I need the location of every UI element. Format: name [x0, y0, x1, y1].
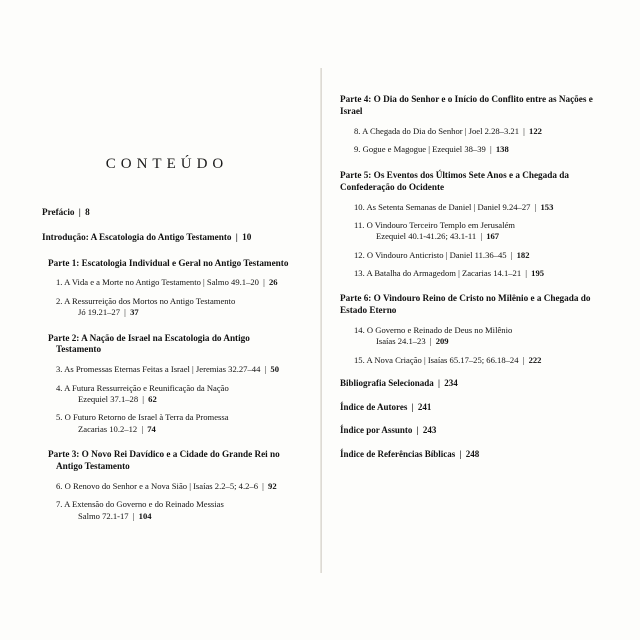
toc-page-number: 122 [529, 125, 542, 136]
toc-chapter-number: 1. [56, 277, 63, 288]
toc-chapter-entry [340, 250, 616, 261]
toc-entry-label: O Vindouro Terceiro Templo em Jerusalém [366, 219, 515, 230]
toc-entry-label: O Vindouro Anticristo | Daniel 11.36–45 [366, 249, 507, 260]
toc-entry-label: A Nova Criação | Isaías 65.17–25; 66.18–24 [366, 354, 519, 365]
toc-entry-reference [64, 394, 292, 405]
toc-separator: | [478, 231, 485, 242]
toc-entry-label: A Chegada do Dia do Senhor | Joel 2.28–3.21 [362, 125, 520, 136]
toc-entry-reference [64, 424, 292, 435]
toc-entry-label: Introdução: A Escatologia do Antigo Testamento [42, 231, 232, 242]
toc-separator: | [409, 401, 416, 412]
toc-page-number: 10 [242, 231, 252, 242]
toc-page-number: 37 [130, 307, 139, 318]
toc-entry-label: As Setenta Semanas de Daniel | Daniel 9.24–27 [366, 201, 531, 212]
toc-separator: | [414, 425, 421, 436]
toc-entry-label: O Futuro Retorno de Israel à Terra da Promessa [64, 412, 229, 423]
toc-entry-reference-text: Salmo 72.1-17 [78, 510, 129, 521]
toc-entry-label: Gogue e Magogue | Ezequiel 38–39 [362, 144, 486, 155]
toc-chapter-entry [340, 144, 616, 155]
page-gutter [320, 68, 322, 573]
toc-separator: | [520, 354, 527, 365]
toc-separator: | [508, 249, 515, 260]
toc-chapter-number: 13. [354, 267, 365, 278]
toc-chapter-entry [340, 325, 616, 348]
contents-list-left [42, 207, 292, 522]
toc-separator: | [260, 481, 267, 492]
toc-chapter-number: 5. [56, 412, 63, 423]
toc-part-heading [42, 258, 292, 270]
toc-page-number: 50 [270, 364, 279, 375]
toc-chapter-entry [340, 355, 616, 366]
toc-chapter-entry [42, 364, 292, 375]
toc-entry-reference [362, 336, 616, 347]
toc-part-heading [340, 94, 616, 118]
toc-front-matter-entry [42, 232, 292, 244]
toc-separator: | [523, 267, 530, 278]
toc-separator: | [233, 231, 241, 242]
toc-entry-label: Parte 2: A Nação de Israel na Escatologia do Antigo Testamento [48, 332, 250, 355]
toc-page-number: 26 [269, 277, 278, 288]
toc-entry-reference-text: Ezequiel 40.1-41.26; 43.1-11 [376, 231, 477, 242]
toc-separator: | [532, 201, 539, 212]
toc-separator: | [140, 394, 147, 405]
toc-chapter-number: 2. [56, 295, 63, 306]
toc-entry-label: Índice por Assunto [340, 425, 413, 436]
toc-page-number: 209 [435, 336, 449, 347]
toc-entry-reference [64, 511, 292, 522]
toc-page-number: 8 [85, 207, 90, 217]
toc-chapter-number: 6. [56, 481, 63, 492]
toc-chapter-number: 11. [354, 219, 365, 230]
toc-page-number: 234 [444, 378, 458, 389]
toc-page-number: 62 [148, 394, 157, 405]
toc-entry-reference [362, 231, 616, 242]
toc-entry-label: O Renovo do Senhor e a Nova Sião | Isaías 2.2–5; 4.2–6 [64, 481, 258, 492]
toc-entry-label: Índice de Autores [340, 401, 408, 412]
contents-list-right [340, 94, 616, 460]
toc-separator: | [260, 277, 267, 288]
toc-page-number: 222 [528, 354, 542, 365]
toc-chapter-entry [42, 412, 292, 435]
toc-entry-label: As Promessas Eternas Feitas a Israel | Jeremias 32.27–44 [64, 364, 261, 375]
toc-entry-reference [64, 307, 292, 318]
right-page-column [320, 0, 640, 640]
toc-page-number: 74 [147, 423, 156, 434]
toc-chapter-entry [42, 383, 292, 406]
toc-page-number: 182 [516, 249, 530, 260]
toc-separator: | [521, 125, 528, 136]
toc-front-matter-entry [42, 207, 292, 219]
toc-page-number: 153 [540, 201, 554, 212]
toc-separator: | [130, 510, 137, 521]
toc-page-number: 167 [486, 231, 500, 242]
toc-back-matter-entry [340, 378, 616, 390]
toc-separator: | [122, 307, 129, 318]
toc-entry-label: Parte 5: Os Eventos dos Últimos Sete Anos e a Chegada da Confederação do Ocidente [340, 169, 569, 192]
toc-entry-reference-text: Ezequiel 37.1–28 [78, 394, 139, 405]
toc-entry-label: Prefácio [42, 207, 75, 217]
toc-chapter-number: 8. [354, 125, 361, 136]
toc-back-matter-entry [340, 449, 616, 461]
toc-chapter-entry [42, 481, 292, 492]
toc-chapter-number: 7. [56, 499, 63, 510]
toc-entry-label: Parte 3: O Novo Rei Davídico e a Cidade do Grande Rei no Antigo Testamento [48, 449, 280, 472]
toc-page-number: 195 [531, 267, 545, 278]
toc-page-number: 138 [495, 144, 509, 155]
toc-chapter-entry [340, 202, 616, 213]
toc-separator: | [435, 378, 443, 389]
toc-page-number: 92 [268, 481, 277, 492]
toc-chapter-entry [42, 277, 292, 288]
toc-separator: | [427, 336, 434, 347]
toc-chapter-entry [340, 220, 616, 243]
toc-page-number: 243 [422, 425, 437, 436]
toc-entry-reference-text: Isaías 24.1–23 [376, 336, 426, 347]
toc-back-matter-entry [340, 402, 616, 414]
toc-entry-label: A Batalha do Armagedom | Zacarias 14.1–21 [366, 267, 522, 278]
toc-chapter-entry [42, 499, 292, 522]
toc-chapter-number: 10. [354, 201, 365, 212]
toc-entry-label: Parte 1: Escatologia Individual e Geral no Antigo Testamento [48, 257, 289, 268]
toc-chapter-number: 4. [56, 382, 63, 393]
toc-part-heading [340, 293, 616, 317]
toc-chapter-entry [42, 296, 292, 319]
toc-separator: | [262, 364, 269, 375]
toc-entry-label: A Futura Ressurreição e Reunificação da Nação [64, 382, 229, 393]
toc-part-heading [42, 333, 292, 357]
toc-part-heading [42, 449, 292, 473]
toc-separator: | [139, 423, 146, 434]
toc-entry-label: O Governo e Reinado de Deus no Milênio [366, 325, 513, 336]
toc-chapter-number: 14. [354, 325, 365, 336]
toc-separator: | [76, 207, 84, 217]
toc-entry-label: A Vida e a Morte no Antigo Testamento | Salmo 49.1–20 [64, 277, 259, 288]
toc-part-heading [340, 170, 616, 194]
toc-back-matter-entry [340, 425, 616, 437]
toc-entry-label: Parte 4: O Dia do Senhor e o Início do Conflito entre as Nações e Israel [340, 94, 593, 116]
toc-chapter-entry [340, 126, 616, 137]
toc-entry-reference-text: Zacarias 10.2–12 [78, 423, 138, 434]
toc-entry-label: Parte 6: O Vindouro Reino de Cristo no Milênio e a Chegada do Estado Eterno [340, 293, 591, 316]
toc-separator: | [487, 144, 494, 155]
toc-chapter-number: 15. [354, 354, 365, 365]
toc-chapter-number: 9. [354, 144, 361, 155]
toc-chapter-entry [340, 268, 616, 279]
toc-page-number: 248 [465, 448, 480, 459]
toc-entry-label: Índice de Referências Bíblicas [340, 448, 456, 459]
toc-separator: | [457, 448, 464, 459]
page-title: CONTEÚDO [105, 156, 229, 172]
toc-chapter-number: 12. [354, 249, 365, 260]
toc-page-number: 104 [138, 510, 152, 521]
toc-entry-reference-text: Jó 19.21–27 [78, 307, 121, 318]
toc-entry-label: Bibliografia Selecionada [340, 378, 434, 389]
toc-page-number: 241 [417, 401, 432, 412]
toc-entry-label: A Extensão do Governo e do Reinado Messias [64, 499, 224, 510]
toc-entry-label: A Ressurreição dos Mortos no Antigo Testamento [64, 295, 236, 306]
toc-chapter-number: 3. [56, 364, 63, 375]
